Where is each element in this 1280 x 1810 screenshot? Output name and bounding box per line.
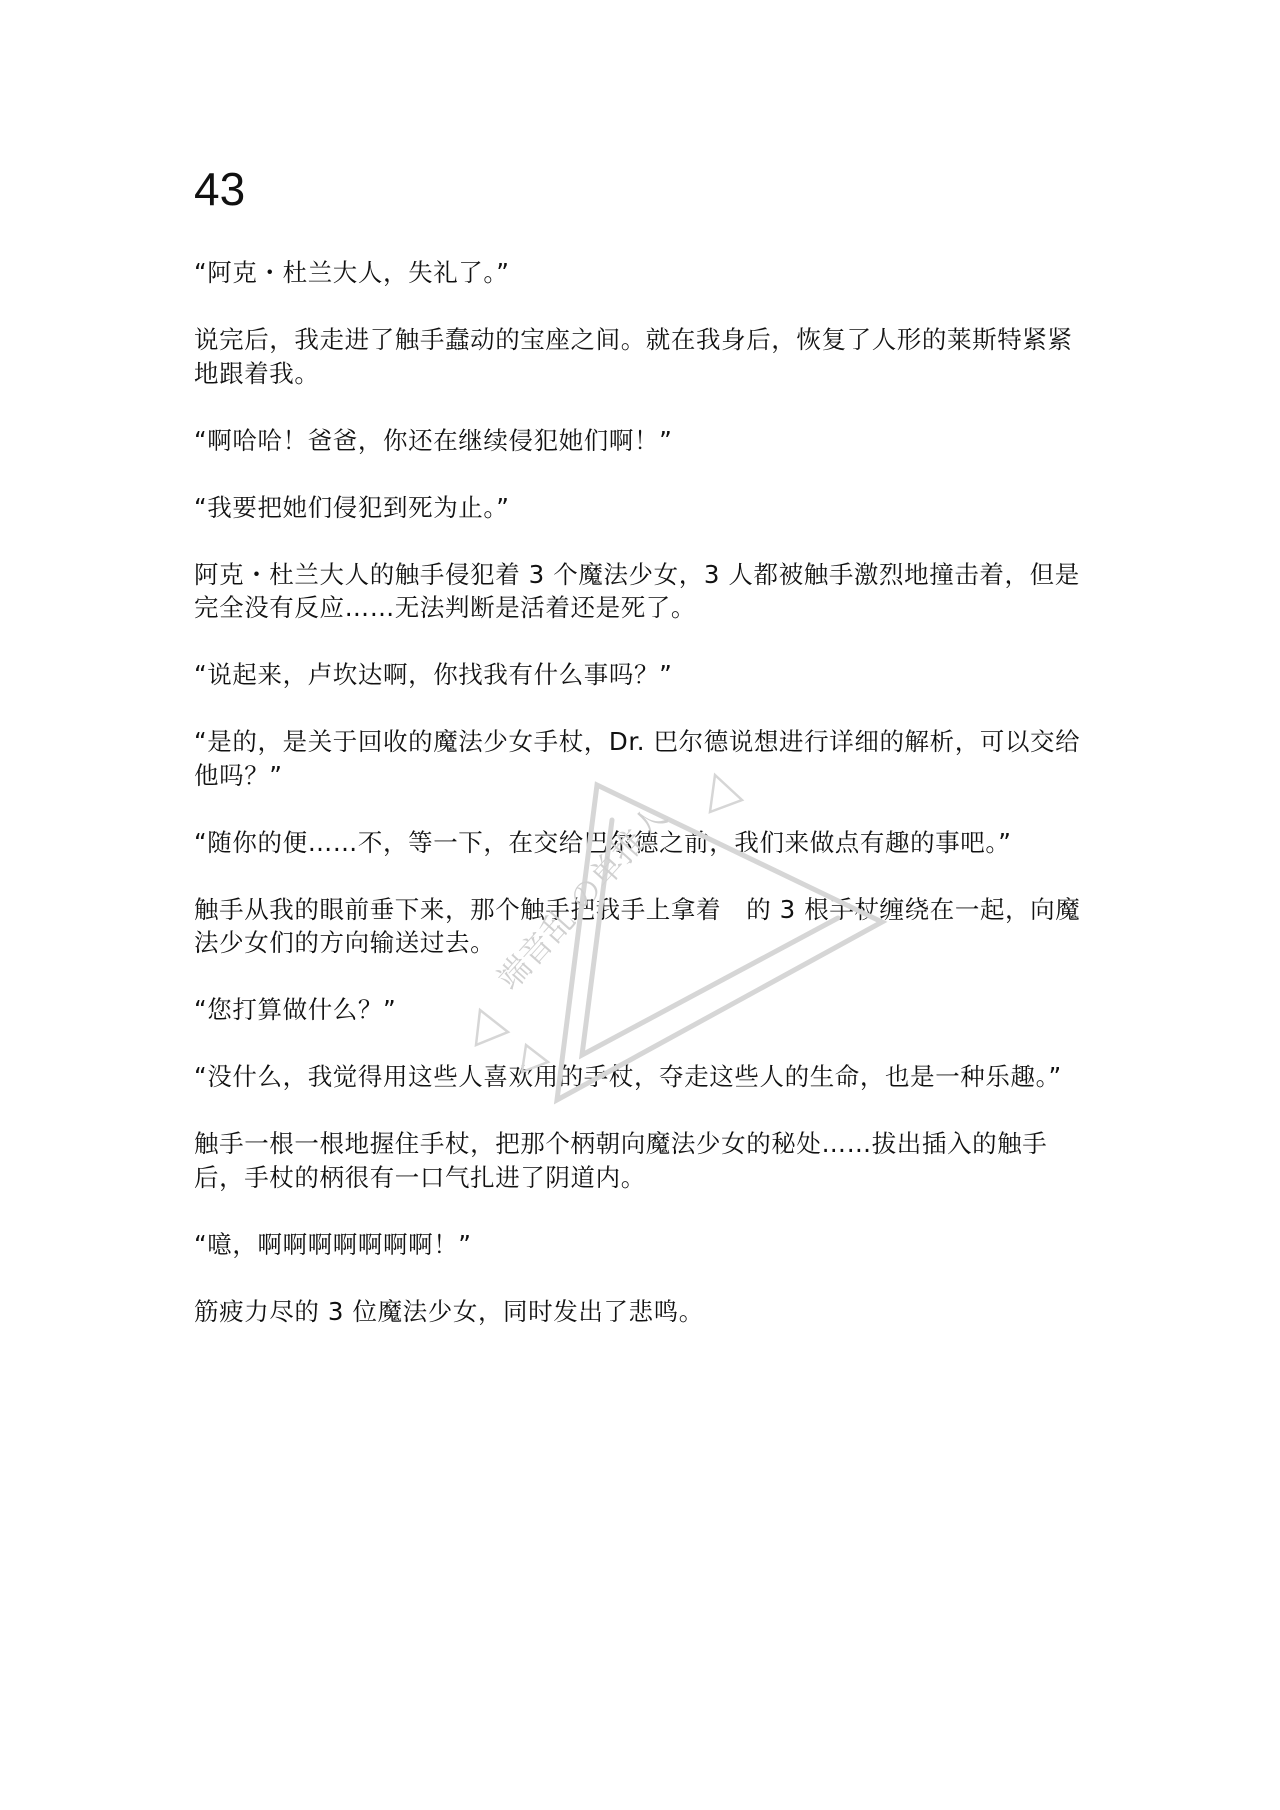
chapter-body xyxy=(194,256,1094,1362)
paragraph: 筋疲力尽的 3 位魔法少女，同时发出了悲鸣。 xyxy=(194,1296,704,1326)
chapter-number: 43 xyxy=(194,163,246,215)
paragraph: “随你的便……不，等一下，在交给巴尔德之前，我们来做点有趣的事吧。” xyxy=(194,827,1012,857)
paragraph: “阿克・杜兰大人，失礼了。” xyxy=(194,258,510,287)
paragraph: “说起来，卢坎达啊，你找我有什么事吗？” xyxy=(194,660,673,689)
watermark-text: 端音乱 の单推人 xyxy=(489,797,675,998)
paragraph: “是的，是关于回收的魔法少女手杖，Dr. 巴尔德说想进行详细的解析，可以交给他吗？” xyxy=(194,727,1081,790)
paragraph: 阿克・杜兰大人的触手侵犯着 3 个魔法少女，3 人都被触手激烈地撞击着，但是完全没有反应……无法判断是活着还是死了。 xyxy=(194,559,1080,622)
paragraph: “我要把她们侵犯到死为止。” xyxy=(194,492,510,522)
paragraph: 说完后，我走进了触手蠢动的宝座之间。就在我身后，恢复了人形的莱斯特紧紧地跟着我。 xyxy=(194,325,1073,388)
paragraph: “噫，啊啊啊啊啊啊啊！” xyxy=(194,1229,472,1259)
paragraph: “没什么，我觉得用这些人喜欢用的手杖，夺走这些人的生命，也是一种乐趣。” xyxy=(194,1062,1062,1091)
paragraph: 触手从我的眼前垂下来，那个触手把我手上拿着 的 3 根手杖缠绕在一起，向魔法少女们的方向输送过去。 xyxy=(194,894,1081,957)
paragraph: “您打算做什么？” xyxy=(194,995,397,1024)
paragraph: “啊哈哈！爸爸，你还在继续侵犯她们啊！” xyxy=(194,425,673,455)
paragraph: 触手一根一根地握住手杖，把那个柄朝向魔法少女的秘处……拔出插入的触手后，手杖的柄很有一口气扎进了阴道内。 xyxy=(194,1129,1048,1192)
